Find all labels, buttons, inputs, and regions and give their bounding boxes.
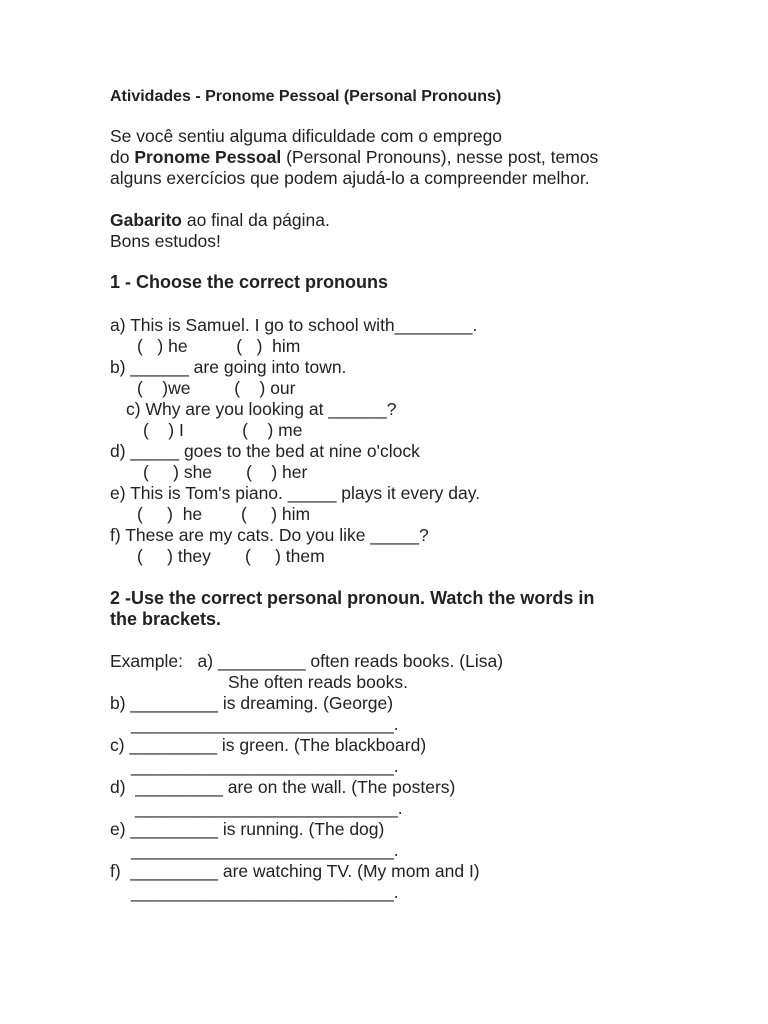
section-2-heading-1: 2 -Use the correct personal pronoun. Watch the words in <box>110 588 595 608</box>
s2-f-question: f) _________ are watching TV. (My mom and I) <box>110 861 480 881</box>
s1-b-question: b) ______ are going into town. <box>110 357 347 377</box>
s1-d-question: d) _____ goes to the bed at nine o'clock <box>110 441 420 461</box>
s2-example-answer: She often reads books. <box>228 672 408 692</box>
s1-f-question: f) These are my cats. Do you like _____? <box>110 525 429 545</box>
s2-e-answer-line: ___________________________. <box>131 840 399 860</box>
s1-b-options: ( )we ( ) our <box>137 378 296 398</box>
section-2-heading-2: the brackets. <box>110 609 222 629</box>
s1-d-options: ( ) she ( ) her <box>143 462 308 482</box>
s2-example: Example: a) _________ often reads books. (Lisa) <box>110 651 504 671</box>
intro-line-2 <box>110 147 598 168</box>
intro-line-3: alguns exercícios que podem ajudá-lo a compreender melhor. <box>110 168 590 188</box>
s2-e-question: e) _________ is running. (The dog) <box>110 819 385 839</box>
s1-f-options: ( ) they ( ) them <box>137 546 325 566</box>
s1-c-question: c) Why are you looking at ______? <box>126 399 397 419</box>
intro-line-2-pre: do <box>110 147 135 167</box>
gabarito-bold: Gabarito <box>110 210 182 230</box>
page-title: Atividades - Pronome Pessoal (Personal Pronouns) <box>110 88 502 105</box>
section-1-heading: 1 - Choose the correct pronouns <box>110 272 389 292</box>
s2-f-answer-line: ___________________________. <box>131 882 399 902</box>
s1-e-options: ( ) he ( ) him <box>137 504 311 524</box>
s1-a-question: a) This is Samuel. I go to school with________. <box>110 315 478 335</box>
intro-line-1: Se você sentiu alguma dificuldade com o emprego <box>110 126 503 146</box>
s2-b-question: b) _________ is dreaming. (George) <box>110 693 394 713</box>
s1-a-options: ( ) he ( ) him <box>137 336 301 356</box>
intro-line-2-post: (Personal Pronouns), nesse post, temos <box>281 147 599 167</box>
s2-d-answer-line: ___________________________. <box>135 798 403 818</box>
s2-c-question: c) _________ is green. (The blackboard) <box>110 735 427 755</box>
s1-c-options: ( ) I ( ) me <box>143 420 303 440</box>
pronome-pessoal-bold: Pronome Pessoal <box>134 147 282 167</box>
s2-c-answer-line: ___________________________. <box>131 756 399 776</box>
s2-d-question: d) _________ are on the wall. (The posters) <box>110 777 456 797</box>
gabarito-line <box>110 210 330 231</box>
bons-estudos: Bons estudos! <box>110 231 221 251</box>
gabarito-rest: ao final da página. <box>181 210 330 230</box>
s1-e-question: e) This is Tom's piano. _____ plays it every day. <box>110 483 481 503</box>
s2-b-answer-line: ___________________________. <box>131 714 399 734</box>
